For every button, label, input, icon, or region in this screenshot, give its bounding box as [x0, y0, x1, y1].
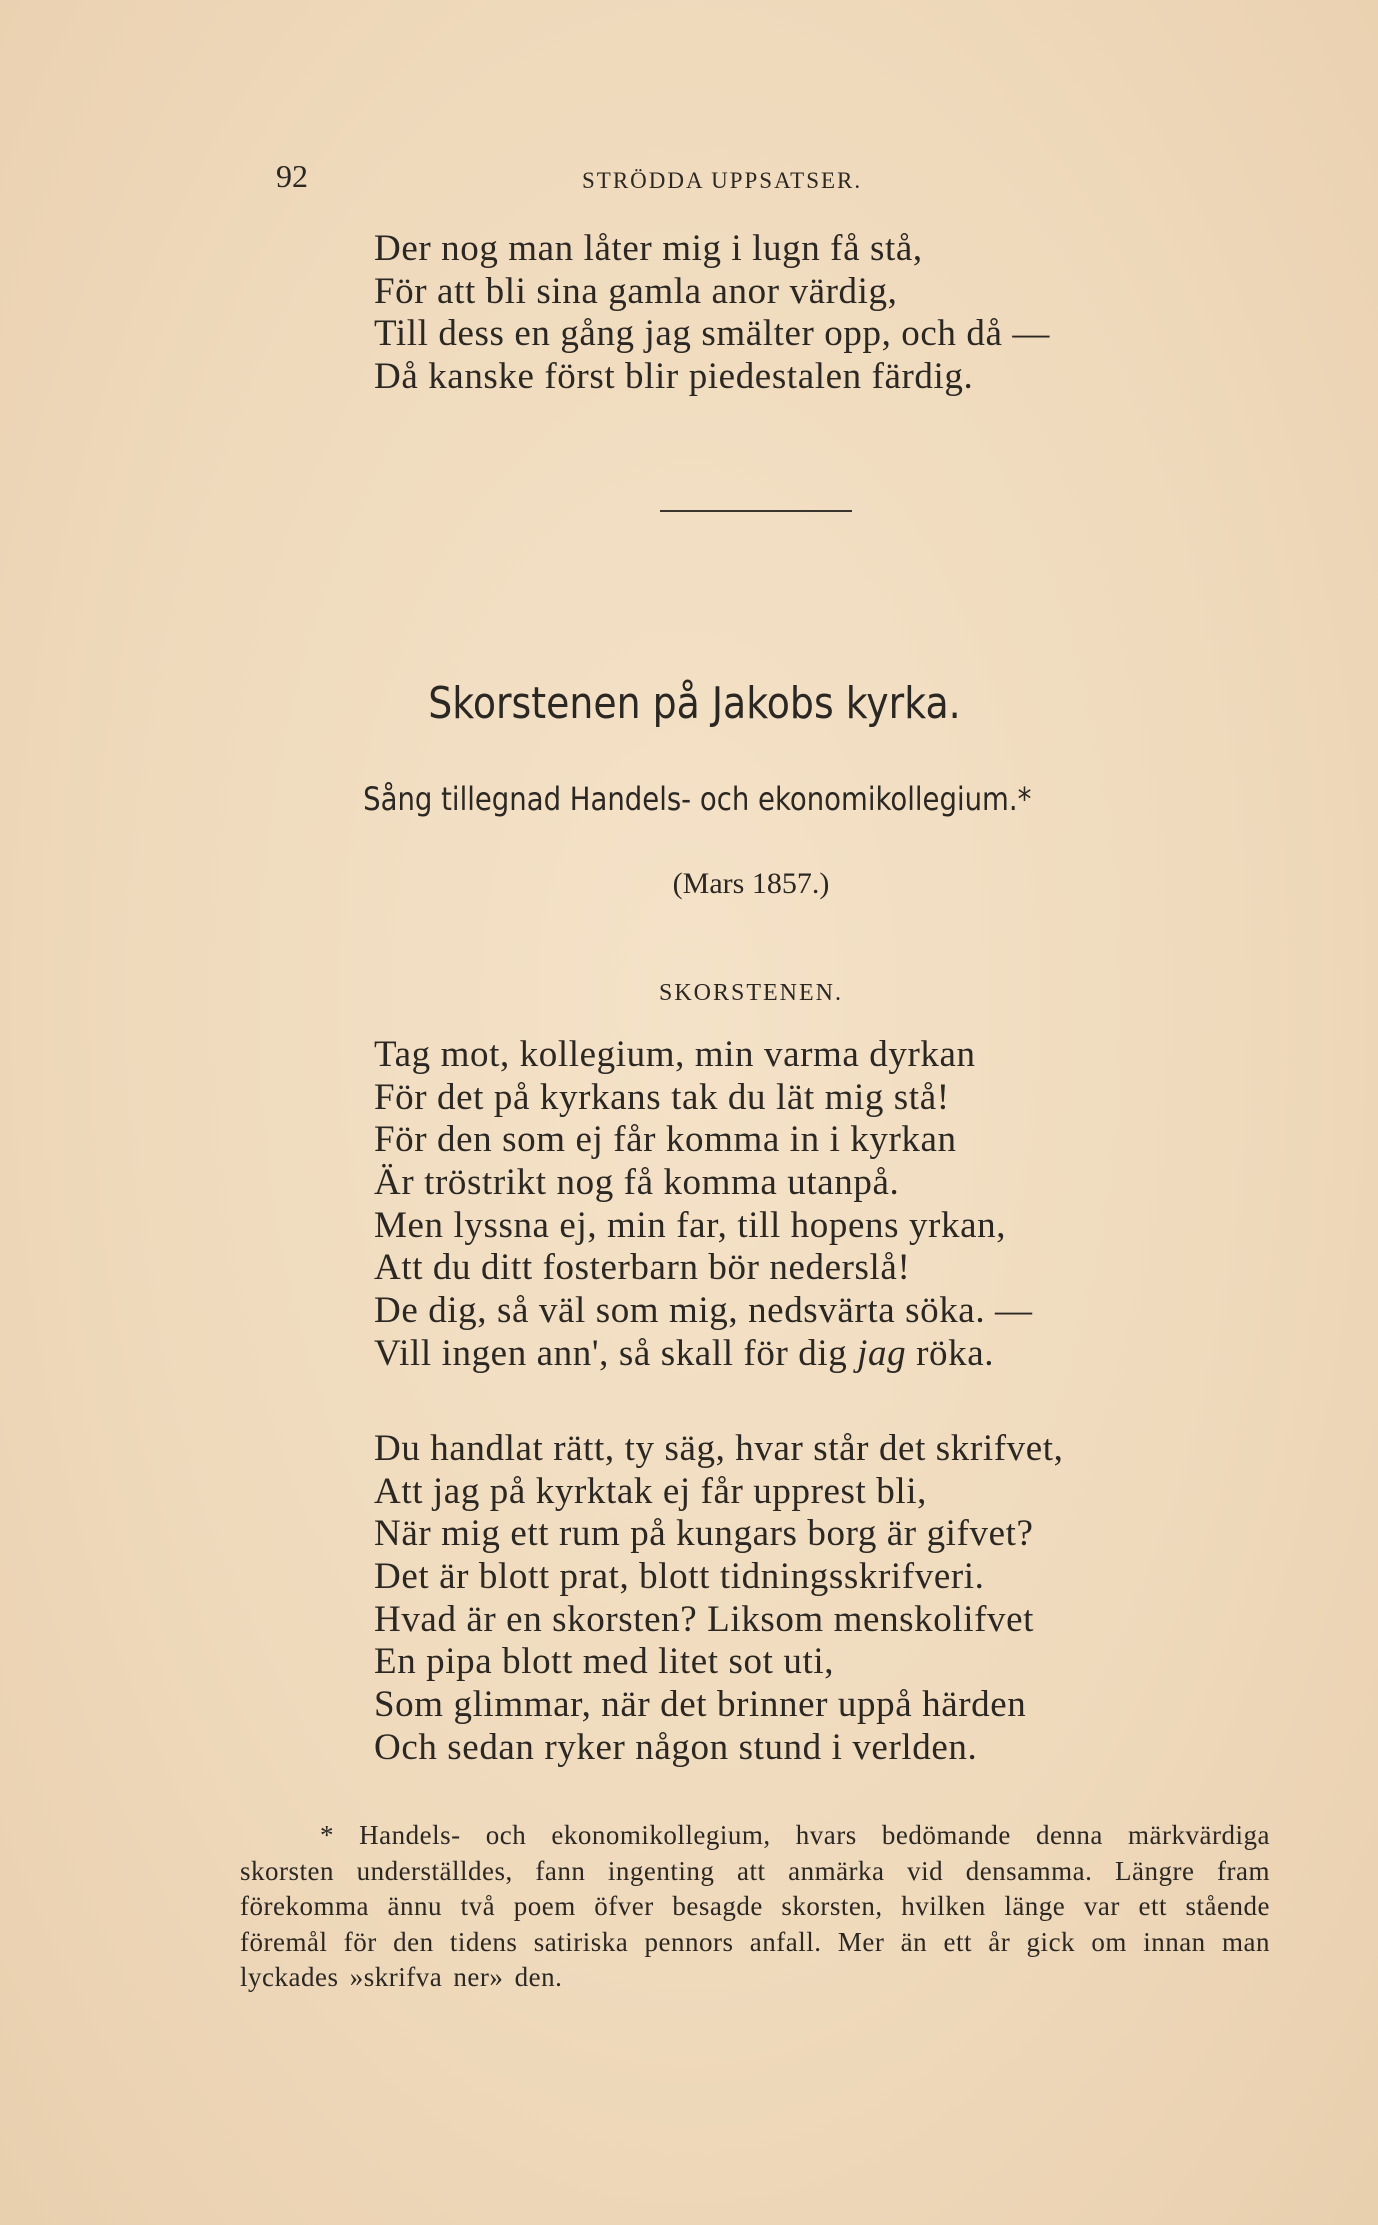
poem-title: Skorstenen på Jakobs kyrka. — [428, 678, 961, 729]
running-head: STRÖDDA UPPSATSER. — [582, 168, 863, 193]
stanza-two — [374, 1428, 1063, 1770]
verse-line: När mig ett rum på kungars borg är gifvet? — [374, 1513, 1034, 1555]
verse-line: För den som ej får komma in i kyrkan — [374, 1119, 957, 1161]
verse-line: Det är blott prat, blott tidningsskrifveri. — [374, 1556, 985, 1598]
page-number: 92 — [276, 158, 308, 194]
verse-line: Tag mot, kollegium, min varma dyrkan — [374, 1034, 976, 1075]
verse-line: Och sedan ryker någon stund i verlden. — [374, 1726, 978, 1768]
verse-line: Men lyssna ej, min far, till hopens yrkan, — [374, 1204, 1007, 1246]
verse-line-last — [374, 1333, 1033, 1376]
verse-line: Då kanske först blir piedestalen färdig. — [374, 356, 974, 398]
verse-line: Till dess en gång jag smälter opp, och då — — [374, 313, 1050, 355]
emphasized-word: jag — [857, 1332, 907, 1374]
previous-stanza — [374, 228, 1050, 399]
verse-line: Hvad är en skorsten? Liksom menskolifvet — [374, 1598, 1035, 1640]
verse-line: Som glimmar, när det brinner uppå härden — [374, 1684, 1027, 1726]
verse-segment: Vill ingen ann', så skall för dig — [374, 1332, 848, 1374]
poem-subtitle: Sång tillegnad Handels- och ekonomikollegium.* — [363, 780, 1032, 818]
verse-line: För att bli sina gamla anor värdig, — [374, 270, 898, 312]
verse-line: Är tröstrikt nog få komma utanpå. — [374, 1162, 900, 1204]
verse-line: En pipa blott med litet sot uti, — [374, 1641, 835, 1683]
verse-line: Att du ditt fosterbarn bör nederslå! — [374, 1247, 911, 1289]
poem-date: (Mars 1857.) — [672, 867, 830, 900]
speaker-label: SKORSTENEN. — [658, 980, 843, 1006]
verse-line: Der nog man låter mig i lugn få stå, — [374, 228, 923, 269]
verse-line: För det på kyrkans tak du lät mig stå! — [374, 1076, 950, 1118]
verse-line: De dig, så väl som mig, nedsvärta söka. — — [374, 1290, 1033, 1332]
verse-line: Att jag på kyrktak ej får upprest bli, — [374, 1470, 927, 1512]
section-divider — [660, 510, 852, 512]
stanza-one — [374, 1034, 1033, 1376]
footnote: * Handels- och ekonomikollegium, hvars bedömande denna märkvärdiga skorsten underställdes, fann ingenting att anmärka vid densamma. Längre fram förekomma ännu två poem öfver besagde skorsten, hvilken länge var ett stående föremål för den tidens satiriska pennors anfall. Mer än ett år gick om innan man lyckades »skrifva ner» den. — [240, 1820, 1270, 1992]
verse-line: Du handlat rätt, ty säg, hvar står det skrifvet, — [374, 1428, 1064, 1469]
verse-segment: röka. — [916, 1332, 995, 1374]
